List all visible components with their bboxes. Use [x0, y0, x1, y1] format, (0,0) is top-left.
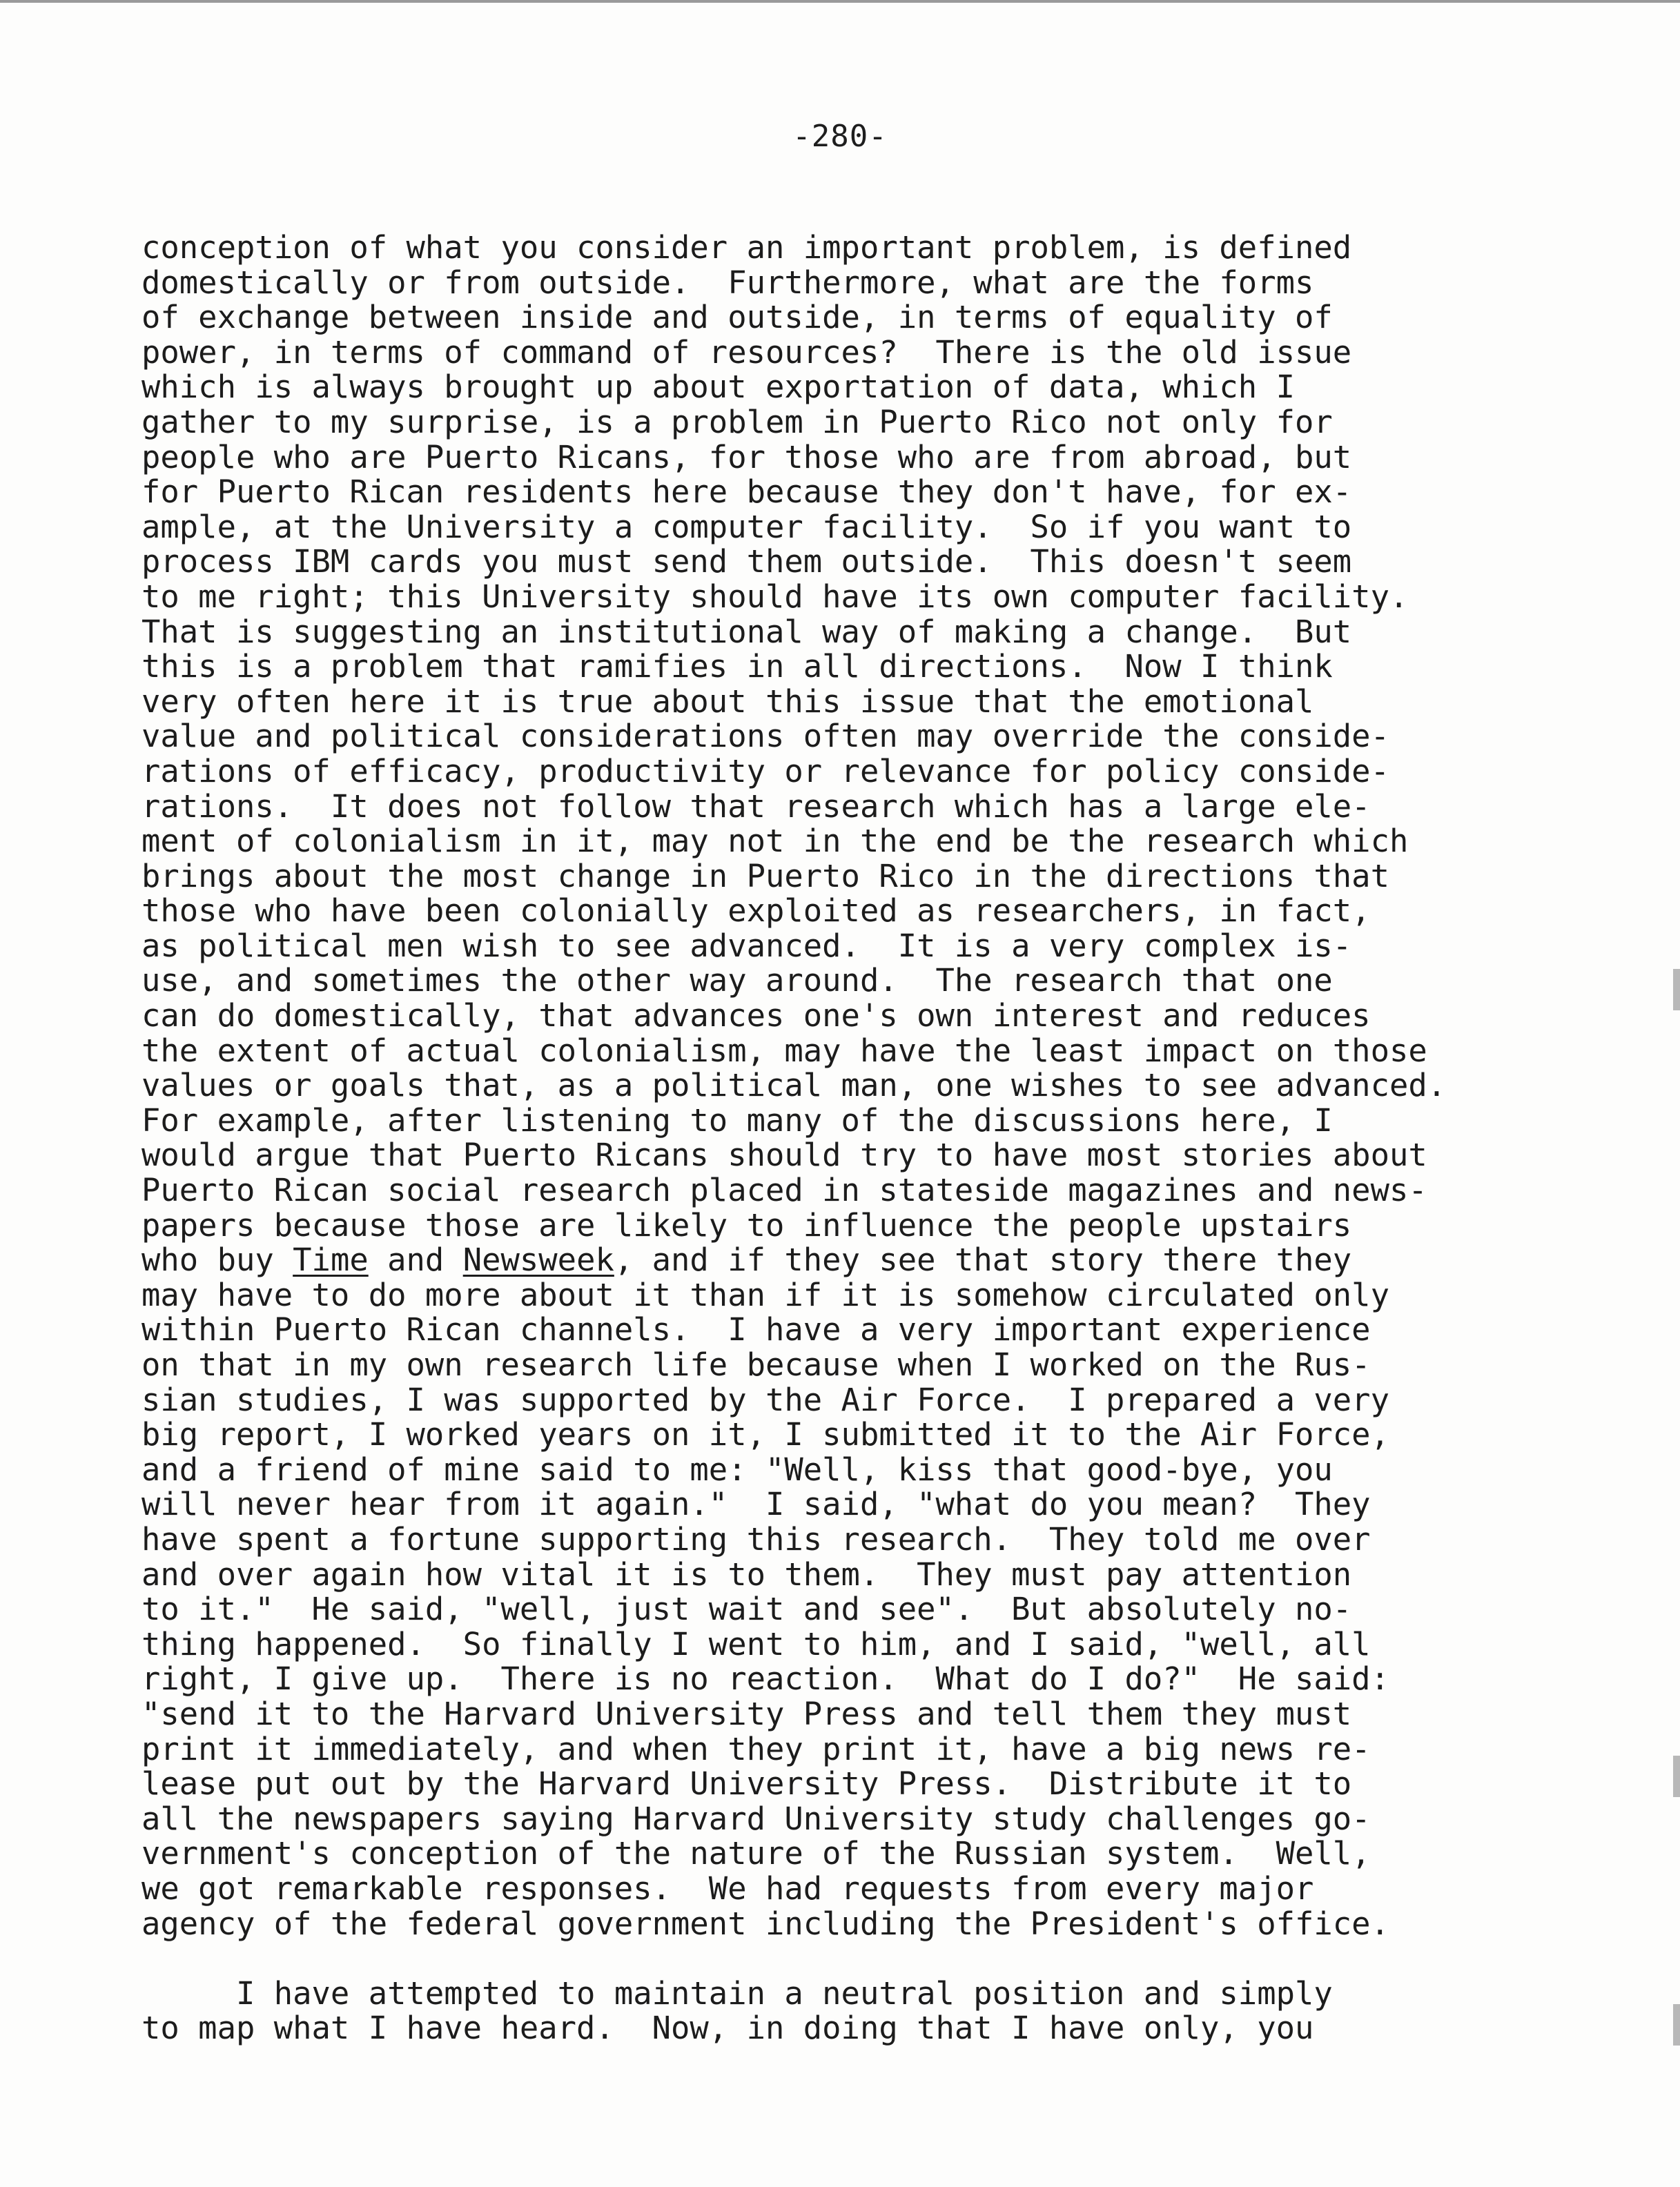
text-line: domestically or from outside. Furthermore, what are the forms	[141, 264, 1314, 301]
text-line: may have to do more about it than if it is somehow circulated only	[141, 1276, 1389, 1313]
text-line: will never hear from it again." I said, "what do you mean? They	[141, 1486, 1371, 1523]
text-line: power, in terms of command of resources? There is the old issue	[141, 333, 1352, 371]
text-line: right, I give up. There is no reaction. What do I do?" He said:	[141, 1660, 1389, 1698]
text-line: thing happened. So finally I went to him, and I said, "well, all	[141, 1625, 1371, 1663]
text-line: values or goals that, as a political man, one wishes to see advanced.	[141, 1067, 1447, 1104]
text-line: That is suggesting an institutional way of making a change. But	[141, 613, 1352, 650]
text-line: sian studies, I was supported by the Air Force. I prepared a very	[141, 1381, 1389, 1418]
text-line: the extent of actual colonialism, may have the least impact on those	[141, 1032, 1427, 1069]
text-line: "send it to the Harvard University Press and tell them they must	[141, 1695, 1352, 1732]
text-line: have spent a fortune supporting this research. They told me over	[141, 1520, 1371, 1558]
magazine-title-newsweek: Newsweek	[462, 1242, 614, 1279]
text-line: as political men wish to see advanced. It is a very complex is-	[141, 927, 1352, 964]
text-line: big report, I worked years on it, I submitted it to the Air Force,	[141, 1416, 1389, 1453]
text-line: very often here it is true about this issue that the emotional	[141, 683, 1314, 720]
text-fragment: who buy	[141, 1242, 293, 1279]
text-line: to me right; this University should have its own computer facility.	[141, 578, 1409, 615]
text-line: people who are Puerto Ricans, for those who are from abroad, but	[141, 438, 1352, 475]
scan-edge-mark	[1673, 1756, 1680, 1797]
body-text	[141, 231, 1577, 2046]
text-line: ment of colonialism in it, may not in the end be the research which	[141, 823, 1409, 860]
text-line: papers because those are likely to influence the people upstairs	[141, 1206, 1352, 1244]
text-line: to map what I have heard. Now, in doing that I have only, you	[141, 2010, 1314, 2047]
scan-edge-mark	[1673, 969, 1680, 1010]
text-line: lease put out by the Harvard University Press. Distribute it to	[141, 1765, 1352, 1803]
text-line: rations of efficacy, productivity or relevance for policy conside-	[141, 752, 1389, 790]
text-line: would argue that Puerto Ricans should try to have most stories about	[141, 1137, 1427, 1174]
page-number: -280-	[792, 119, 888, 154]
paragraph-gap	[141, 1941, 1577, 1977]
text-line: vernment's conception of the nature of the Russian system. Well,	[141, 1835, 1371, 1872]
text-line: process IBM cards you must send them outside. This doesn't seem	[141, 543, 1352, 580]
text-line: all the newspapers saying Harvard University study challenges go-	[141, 1800, 1371, 1837]
text-line: print it immediately, and when they print it, have a big news re-	[141, 1730, 1371, 1767]
text-line: ample, at the University a computer facility. So if you want to	[141, 508, 1352, 545]
text-fragment: , and if they see that story there they	[614, 1242, 1352, 1279]
text-line: gather to my surprise, is a problem in Puerto Rico not only for	[141, 403, 1333, 440]
text-line: which is always brought up about exportation of data, which I	[141, 369, 1295, 406]
magazine-title-time: Time	[293, 1242, 369, 1279]
text-line: and a friend of mine said to me: "Well, kiss that good-bye, you	[141, 1451, 1333, 1488]
text-line: to it." He said, "well, just wait and see". But absolutely no-	[141, 1591, 1352, 1628]
scan-edge-mark	[1673, 2004, 1680, 2046]
text-line: within Puerto Rican channels. I have a very important experience	[141, 1311, 1371, 1349]
text-line: I have attempted to maintain a neutral position and simply	[141, 1974, 1333, 2012]
text-line: Puerto Rican social research placed in stateside magazines and news-	[141, 1172, 1427, 1209]
text-line: can do domestically, that advances one's own interest and reduces	[141, 997, 1371, 1034]
text-line: agency of the federal government including the President's office.	[141, 1905, 1389, 1942]
text-line-with-titles	[141, 1243, 1577, 1278]
text-line: of exchange between inside and outside, in terms of equality of	[141, 299, 1333, 336]
text-line: we got remarkable responses. We had requests from every major	[141, 1870, 1314, 1907]
text-fragment: and	[368, 1242, 463, 1279]
text-line: brings about the most change in Puerto Rico in the directions that	[141, 857, 1389, 894]
text-line: For example, after listening to many of the discussions here, I	[141, 1101, 1333, 1139]
text-line: for Puerto Rican residents here because they don't have, for ex-	[141, 473, 1352, 511]
text-line: rations. It does not follow that research which has a large ele-	[141, 787, 1371, 825]
text-line: those who have been colonially exploited as researchers, in fact,	[141, 892, 1371, 930]
text-line: and over again how vital it is to them. They must pay attention	[141, 1556, 1352, 1593]
text-line: use, and sometimes the other way around. The research that one	[141, 962, 1333, 999]
text-line: value and political considerations often may override the conside-	[141, 718, 1389, 755]
text-line: this is a problem that ramifies in all directions. Now I think	[141, 648, 1333, 685]
text-line: on that in my own research life because when I worked on the Rus-	[141, 1346, 1371, 1383]
text-line: conception of what you consider an important problem, is defined	[141, 229, 1352, 266]
